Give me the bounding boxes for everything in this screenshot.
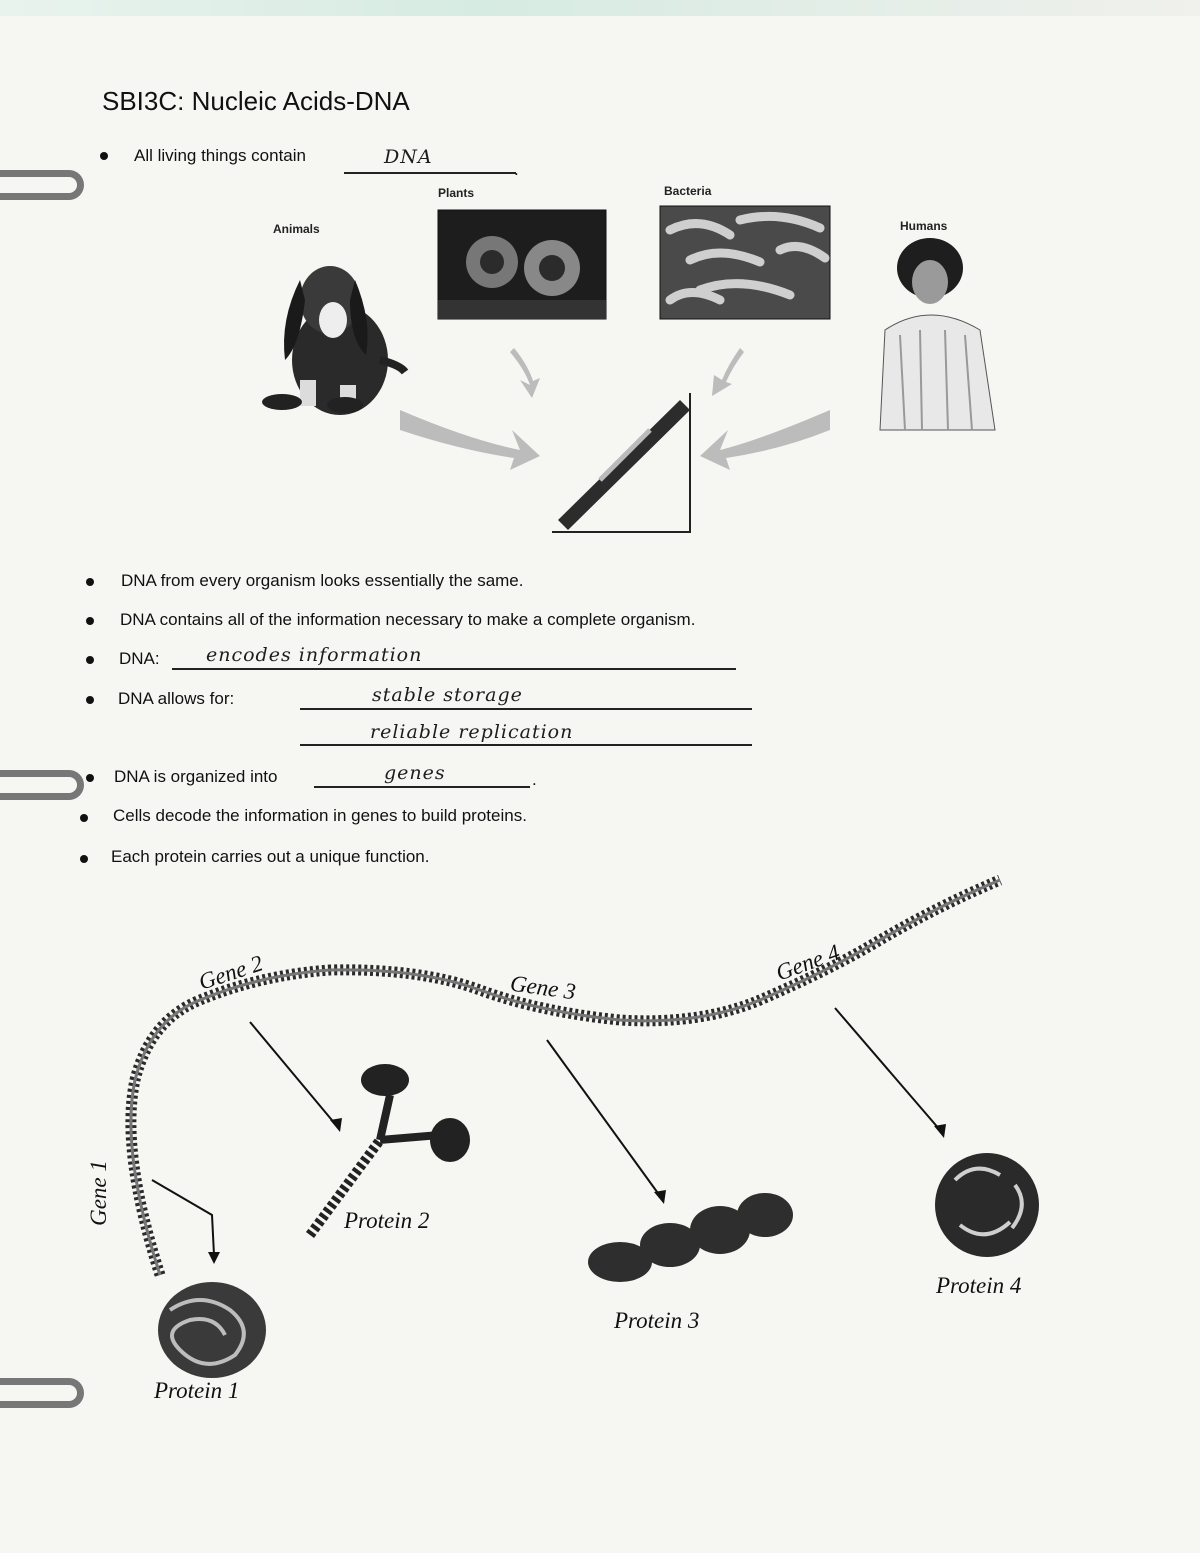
intro-period: . — [514, 160, 519, 179]
bullet-decode: Cells decode the information in genes to build proteins. — [113, 806, 527, 825]
organized-answer: genes — [384, 762, 446, 784]
gene-2-label: Gene 2 — [195, 950, 266, 995]
intro-prompt: All living things contain — [134, 146, 306, 165]
organized-period: . — [532, 770, 537, 789]
page-title: SBI3C: Nucleic Acids-DNA — [102, 86, 410, 116]
protein-1-label: Protein 1 — [154, 1378, 240, 1403]
humans-caption: Humans — [900, 219, 948, 233]
bullet-organized-prompt: DNA is organized into — [114, 767, 278, 786]
bullet-unique-function: Each protein carries out a unique function. — [111, 847, 430, 866]
bacteria-caption: Bacteria — [664, 184, 712, 198]
bullet-complete-organism: DNA contains all of the information necessary to make a complete organism. — [120, 610, 696, 629]
dna-answer: encodes information — [206, 644, 423, 666]
protein-3-shape — [588, 1193, 793, 1282]
protein-1-shape — [158, 1282, 266, 1378]
protein-4-shape — [935, 1153, 1039, 1257]
gene-4-label: Gene 4 — [772, 939, 843, 986]
allows-answer-1: stable storage — [372, 684, 523, 706]
dna-strand — [131, 880, 1000, 1275]
plants-caption: Plants — [438, 186, 475, 200]
gene-3-label: Gene 3 — [508, 970, 578, 1005]
bullet-allows-prompt: DNA allows for: — [118, 689, 235, 708]
gene-1-label: Gene 1 — [85, 1160, 111, 1226]
protein-4-label: Protein 4 — [936, 1273, 1022, 1298]
intro-answer: DNA — [384, 146, 433, 168]
animals-caption: Animals — [273, 222, 320, 236]
bullet-dna-prompt: DNA: — [119, 649, 160, 668]
bullet-same-dna: DNA from every organism looks essentially the same. — [121, 571, 524, 590]
allows-answer-2: reliable replication — [370, 721, 574, 743]
dna-strand-core — [131, 880, 1000, 1275]
arrow-heads — [208, 1118, 946, 1264]
protein-3-label: Protein 3 — [614, 1308, 700, 1333]
protein-2-label: Protein 2 — [344, 1208, 430, 1233]
gene-arrows — [152, 1008, 940, 1255]
